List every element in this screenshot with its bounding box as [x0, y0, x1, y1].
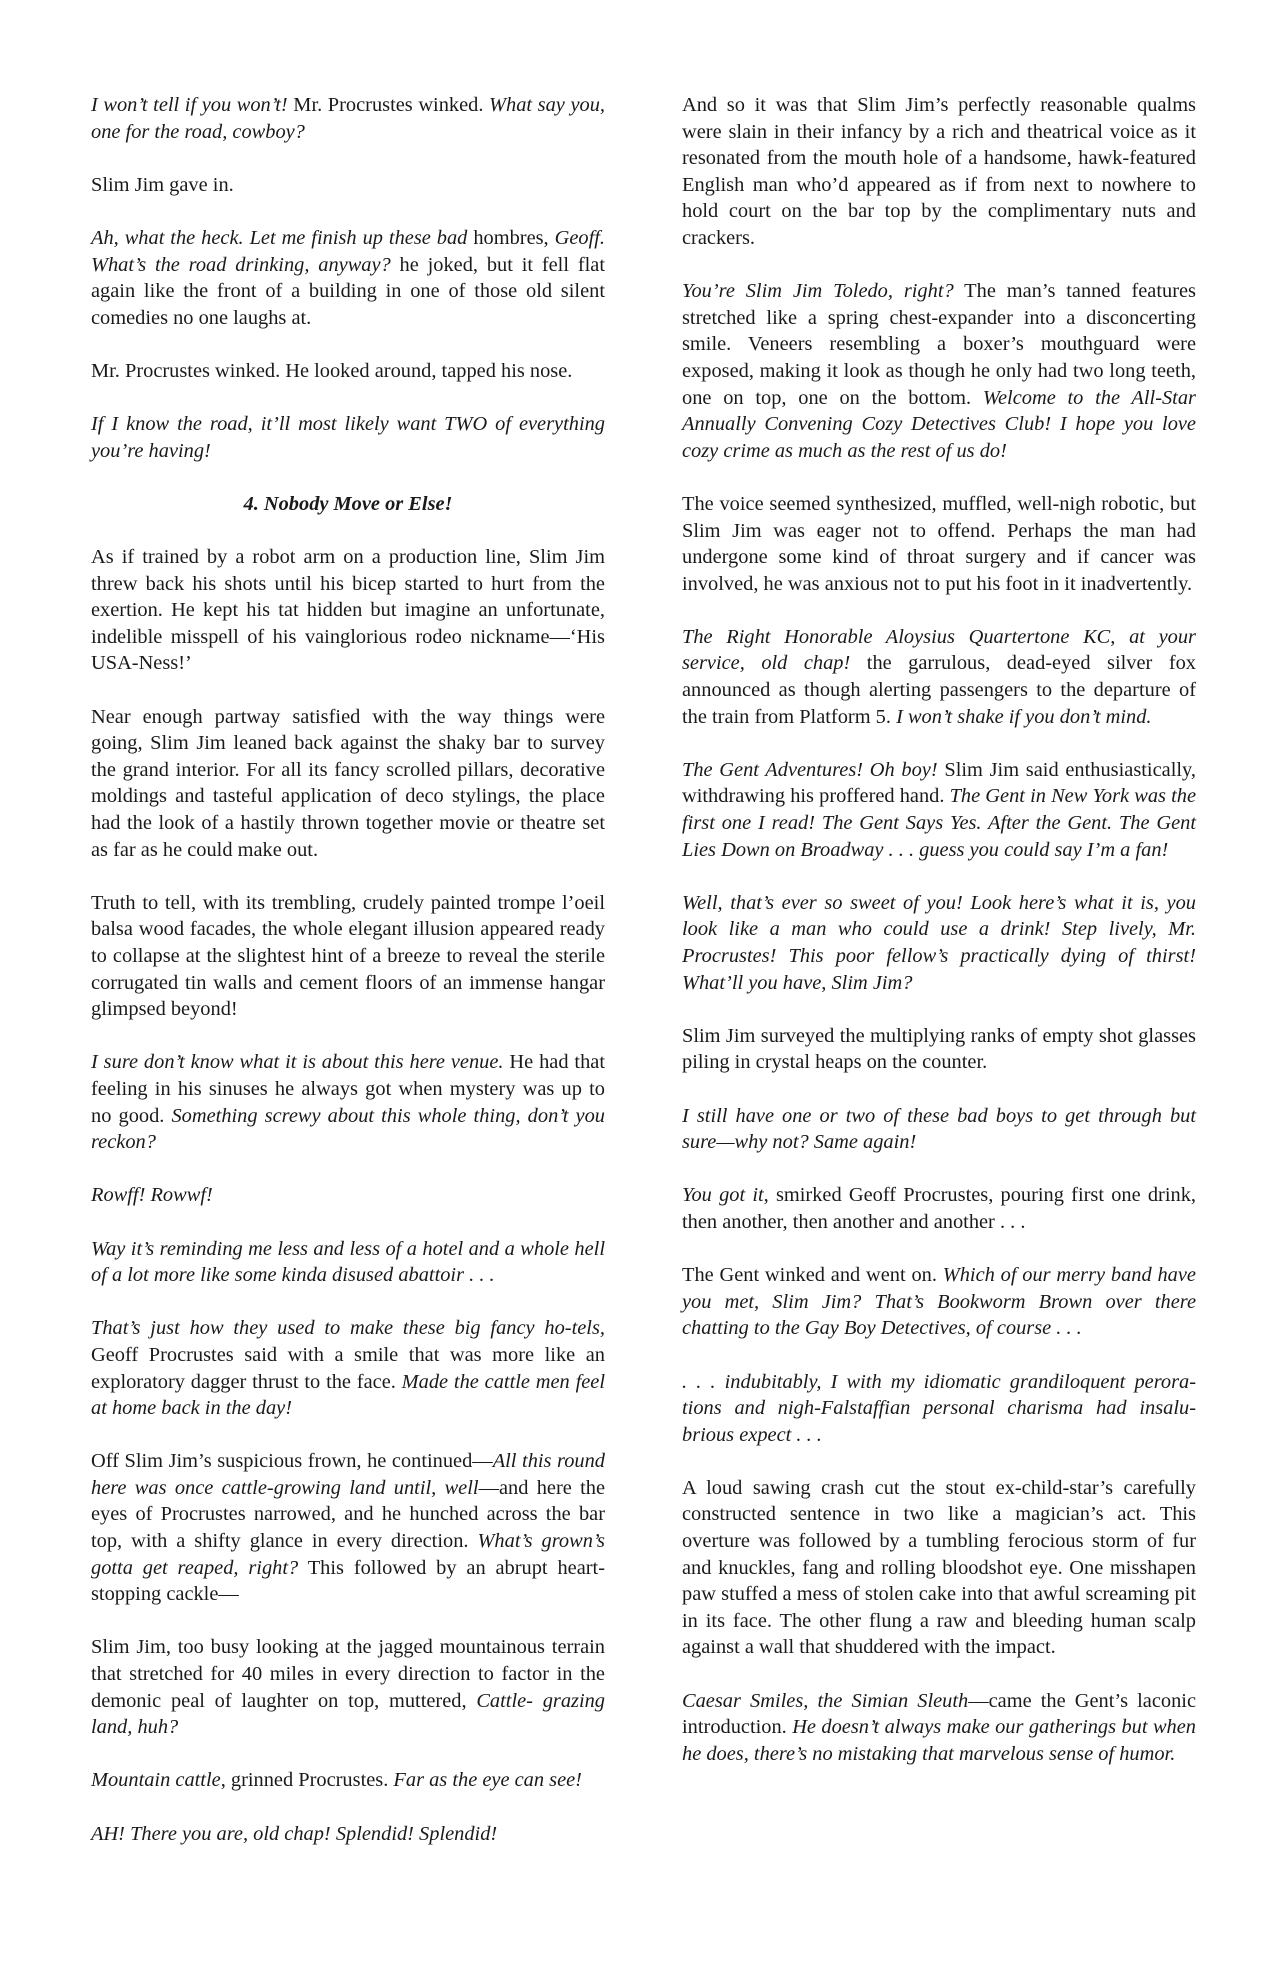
- section-heading: [91, 491, 605, 518]
- italic-text: I still have one or two of these bad boys to get through but sure—why not? Same again!: [682, 1104, 1196, 1154]
- paragraph: [91, 358, 605, 385]
- italic-text: What say you, one for the road, cowboy?: [91, 94, 605, 143]
- text: —came the Gent’s laconic introduction.: [682, 1689, 1197, 1739]
- italic-text: What’s grown’s gotta get reaped, right?: [91, 1530, 605, 1579]
- paragraph: [682, 491, 1196, 597]
- italic-text: Caesar Smiles, the Simian Sleuth: [682, 1689, 969, 1712]
- italic-text: Ah, what the heck. Let me finish up these bad: [91, 226, 468, 249]
- paragraph: [682, 278, 1196, 464]
- paragraph: [91, 1634, 605, 1740]
- text: A loud sawing crash cut the stout ex-child-star’s carefully constructed sentence in two like a magician’s act. This overture was followed by a tumbling ferocious storm of fur and knuckles, fang and rolling bloodshot eye. One misshapen paw stuffed a mess of stolen cake into that awful screaming pit in its face. The other flung a raw and bleeding human scalp against a wall that shuddered with the impact.: [682, 1476, 1196, 1659]
- text: —and here the eyes of Procrustes narrowed, and he hunched across the bar top, with a shifty glance in every direction.: [91, 1476, 606, 1553]
- italic-text: If I know the road, it’ll most likely want TWO of everything you’re having!: [91, 413, 605, 462]
- italic-text: I won’t tell if you won’t!: [91, 94, 288, 116]
- text: Off Slim Jim’s suspicious frown, he continued—: [91, 1450, 493, 1473]
- italic-text: . . . indubitably, I with my idiomatic grandiloquent perora-tions and nigh-Falstaffian personal charisma had insalu-brious expect . . .: [682, 1370, 1196, 1446]
- paragraph: [91, 1182, 605, 1209]
- text: Slim Jim, too busy looking at the jagged mountainous terrain that stretched for 40 miles in every direction to factor in the demonic peal of laughter on top, muttered,: [91, 1636, 605, 1712]
- paragraph: [682, 1103, 1196, 1156]
- paragraph: [91, 1236, 605, 1289]
- text: Near enough partway satisfied with the way things were going, Slim Jim leaned back against the shaky bar to survey the grand interior. For all its fancy scrolled pillars, decorative moldings and tasteful application of deco stylings, the place had the look of a hastily thrown together movie or theatre set as far as he could make out.: [91, 705, 605, 861]
- italic-text: Geoff. What’s the road drinking, anyway?: [91, 226, 606, 276]
- italic-text: Way it’s reminding me less and less of a hotel and a whole hell of a lot more like some kinda disused abattoir . . .: [91, 1237, 605, 1287]
- italic-text: Far as the eye can see!: [393, 1769, 582, 1792]
- italic-text: The Gent in New York was the first one I read! The Gent Says Yes. After the Gent. The Gent Lies Down on Broadway . . . guess you could say I’m a fan!: [682, 785, 1196, 861]
- paragraph: [91, 890, 605, 1023]
- text: , grinned Procrustes.: [220, 1769, 394, 1792]
- italic-text: I won’t shake if you don’t mind.: [896, 705, 1152, 728]
- text: Geoff Procrustes said with a smile that was more like an exploratory dagger thrust to the face.: [91, 1343, 605, 1393]
- paragraph: [91, 411, 605, 464]
- text: Mr. Procrustes winked.: [287, 94, 490, 116]
- italic-text: The Gent Adventures! Oh boy!: [682, 758, 938, 781]
- paragraph: [682, 757, 1196, 863]
- paragraph: [91, 1767, 605, 1794]
- italic-text: Mountain cattle: [91, 1769, 221, 1792]
- text: He had that feeling in his sinuses he always got when mystery was up to no good.: [91, 1051, 605, 1127]
- text: hombres,: [467, 226, 555, 249]
- paragraph: [91, 172, 605, 199]
- italic-text: Which of our merry band have you met, Slim Jim? That’s Bookworm Brown over there chatting to the Gay Boy Detectives, of course . . .: [682, 1264, 1196, 1340]
- italic-text: The Right Honorable Aloysius Quartertone KC, at your service, old chap!: [682, 625, 1196, 675]
- italic-text: He doesn’t always make our gatherings but when he does, there’s no mistaking that marvelous sense of humor.: [682, 1716, 1196, 1765]
- italic-text: Something screwy about this whole thing, don’t you reckon?: [91, 1104, 606, 1154]
- paragraph: [682, 890, 1196, 996]
- italic-text: Well, that’s ever so sweet of you! Look here’s what it is, you look like a man who could use a drink! Step lively, Mr. Procrustes! This poor fellow’s practically dying of thirst! What’ll you have, Slim Jim?: [682, 891, 1196, 994]
- text: The man’s tanned features stretched like a spring chest-expander into a disconcerting smile. Veneers resembling a boxer’s mouthguard were exposed, making it look as though he only had two long teeth, one on top, one on the bottom.: [682, 280, 1196, 409]
- text: Slim Jim gave in.: [91, 173, 234, 196]
- paragraph: [91, 544, 605, 677]
- paragraph: [682, 1262, 1196, 1342]
- paragraph: [682, 1023, 1196, 1076]
- italic-text: You’re Slim Jim Toledo, right?: [682, 280, 954, 303]
- text: Mr. Procrustes winked. He looked around, tapped his nose.: [91, 359, 573, 382]
- italic-text: AH! There you are, old chap! Splendid! Splendid!: [91, 1822, 498, 1845]
- left-column: [91, 92, 605, 1874]
- paragraph: [682, 1688, 1196, 1768]
- paragraph: [91, 1821, 605, 1848]
- italic-text: 4. Nobody Move or Else!: [243, 492, 453, 515]
- text: As if trained by a robot arm on a production line, Slim Jim threw back his shots until his bicep started to hurt from the exertion. He kept his tat hidden but imagine an unfortunate, indelible misspell of his vainglorious rodeo nickname—‘His USA-Ness!’: [91, 546, 605, 675]
- paragraph: [91, 92, 605, 145]
- paragraph: [91, 1448, 605, 1608]
- text: Slim Jim surveyed the multiplying ranks of empty shot glasses piling in crystal heaps on the counter.: [682, 1024, 1196, 1074]
- text: the garrulous, dead-eyed silver fox announced as though alerting passengers to the departure of the train from Platform 5.: [682, 652, 1197, 728]
- right-column: [682, 92, 1196, 1794]
- paragraph: [91, 225, 605, 331]
- italic-text: Cattle- grazing land, huh?: [91, 1689, 606, 1739]
- italic-text: That’s just how they used to make these big fancy ho-tels,: [91, 1317, 605, 1340]
- paragraph: [682, 1182, 1196, 1235]
- paragraph: [682, 624, 1196, 730]
- text: This followed by an abrupt heart-stopping cackle—: [91, 1556, 605, 1606]
- paragraph: [682, 1475, 1196, 1661]
- italic-text: Made the cattle men feel at home back in the day!: [91, 1370, 605, 1420]
- paragraph: [682, 1369, 1196, 1449]
- italic-text: You got it: [682, 1184, 764, 1207]
- paragraph: [91, 1315, 605, 1421]
- paragraph: [91, 1049, 605, 1155]
- text: The Gent winked and went on.: [682, 1264, 943, 1287]
- italic-text: Rowff! Rowwf!: [91, 1184, 213, 1207]
- italic-text: All this round here was once cattle-growing land until, well: [91, 1450, 606, 1499]
- text: he joked, but it fell flat again like the front of a building in one of those old silent comedies no one laughs at.: [91, 253, 605, 329]
- paragraph: [91, 704, 605, 864]
- paragraph: [682, 92, 1196, 252]
- italic-text: I sure don’t know what it is about this here venue.: [91, 1051, 504, 1074]
- text: Truth to tell, with its trembling, crudely painted trompe l’oeil balsa wood facades, the whole elegant illusion appeared ready to collapse at the slightest hint of a breeze to reveal the sterile corrugated tin walls and cement floors of an immense hangar glimpsed beyond!: [91, 891, 605, 1021]
- text: Slim Jim said enthusiastically, withdrawing his proffered hand.: [682, 758, 1196, 808]
- text: , smirked Geoff Procrustes, pouring first one drink, then another, then another and another . . .: [682, 1184, 1196, 1233]
- italic-text: Welcome to the All-Star Annually Convening Cozy Detectives Club! I hope you love cozy crime as much as the rest of us do!: [682, 386, 1196, 462]
- text: And so it was that Slim Jim’s perfectly reasonable qualms were slain in their infancy by a rich and theatrical voice as it resonated from the mouth hole of a handsome, hawk-featured English man who’d appeared as if from next to nowhere to hold court on the bar top by the complimentary nuts and crackers.: [682, 94, 1196, 249]
- text: The voice seemed synthesized, muffled, well-nigh robotic, but Slim Jim was eager not to offend. Perhaps the man had undergone some kind of throat surgery and if cancer was involved, he was anxious not to put his foot in it inadvertently.: [682, 492, 1196, 595]
